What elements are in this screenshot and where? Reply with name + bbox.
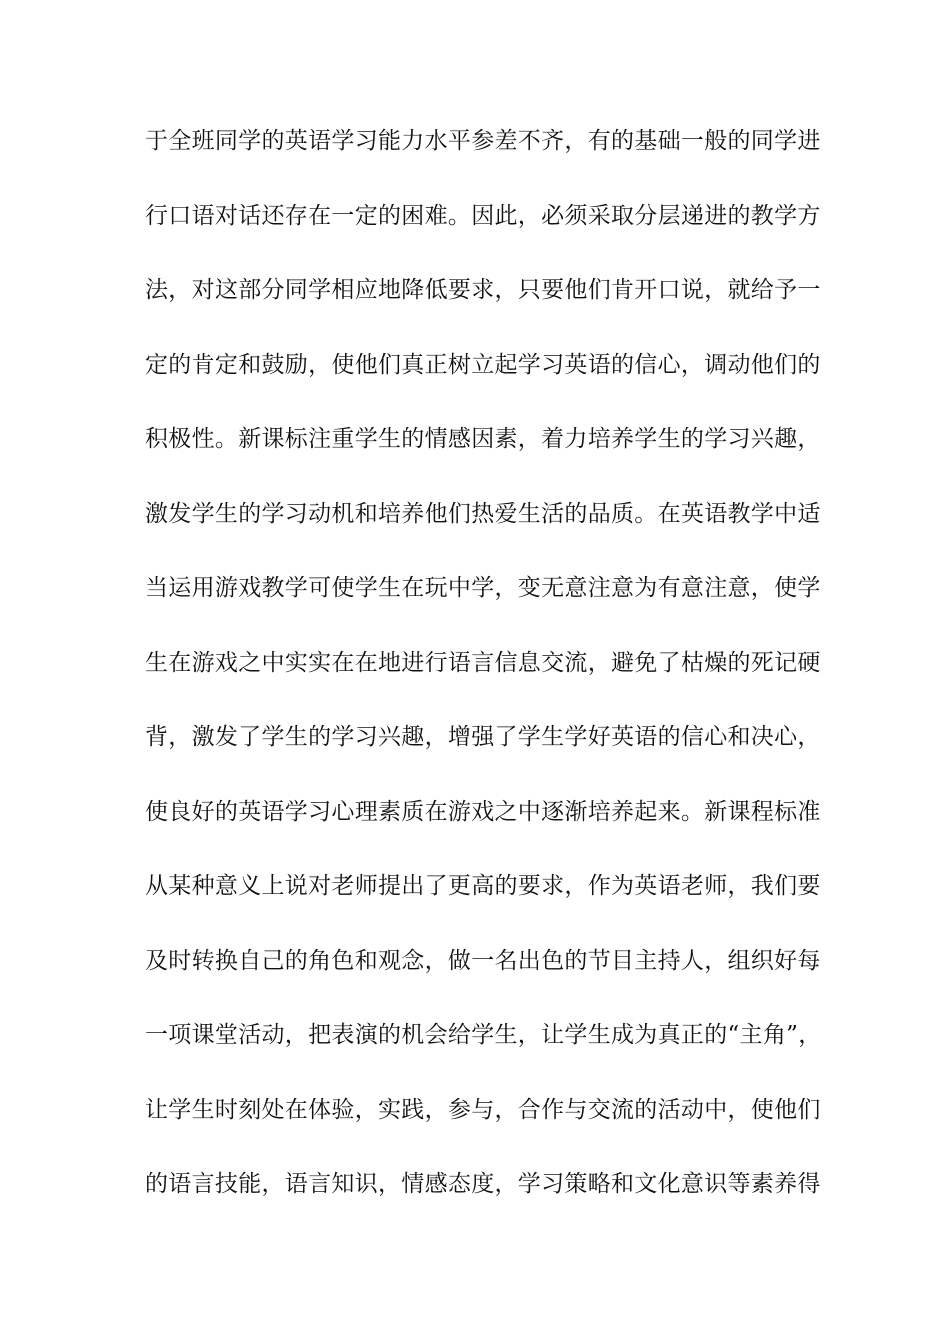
text-line: 从某种意义上说对老师提出了更高的要求，作为英语老师，我们要 — [145, 873, 821, 899]
text-line: 让学生时刻处在体验，实践，参与，合作与交流的活动中，使他们 — [145, 1096, 821, 1123]
text-line: 一项课堂活动，把表演的机会给学生，让学生成为真正的“主角”， — [145, 1022, 822, 1048]
text-line: 的语言技能，语言知识，情感态度，学习策略和文化意识等素养得 — [145, 1171, 821, 1197]
text-line: 积极性。新课标注重学生的情感因素，着力培养学生的学习兴趣， — [145, 426, 821, 452]
text-line: 生在游戏之中实实在在地进行语言信息交流，避免了枯燥的死记硬 — [145, 649, 821, 676]
text-line: 当运用游戏教学可使学生在玩中学，变无意注意为有意注意，使学 — [145, 575, 821, 601]
text-line: 法，对这部分同学相应地降低要求，只要他们肯开口说，就给予一 — [145, 277, 821, 303]
text-line: 激发学生的学习动机和培养他们热爱生活的品质。在英语教学中适 — [145, 500, 821, 527]
text-line: 及时转换自己的角色和观念，做一名出色的节目主持人，组织好每 — [145, 947, 821, 974]
text-line: 行口语对话还存在一定的困难。因此，必须采取分层递进的教学方 — [145, 202, 821, 229]
body-text — [145, 122, 825, 1240]
text-line: 定的肯定和鼓励，使他们真正树立起学习英语的信心，调动他们的 — [145, 351, 821, 378]
text-line: 于全班同学的英语学习能力水平参差不齐，有的基础一般的同学进 — [145, 128, 821, 154]
text-line: 背，激发了学生的学习兴趣，增强了学生学好英语的信心和决心， — [145, 724, 821, 750]
text-line: 使良好的英语学习心理素质在游戏之中逐渐培养起来。新课程标准 — [145, 798, 821, 825]
